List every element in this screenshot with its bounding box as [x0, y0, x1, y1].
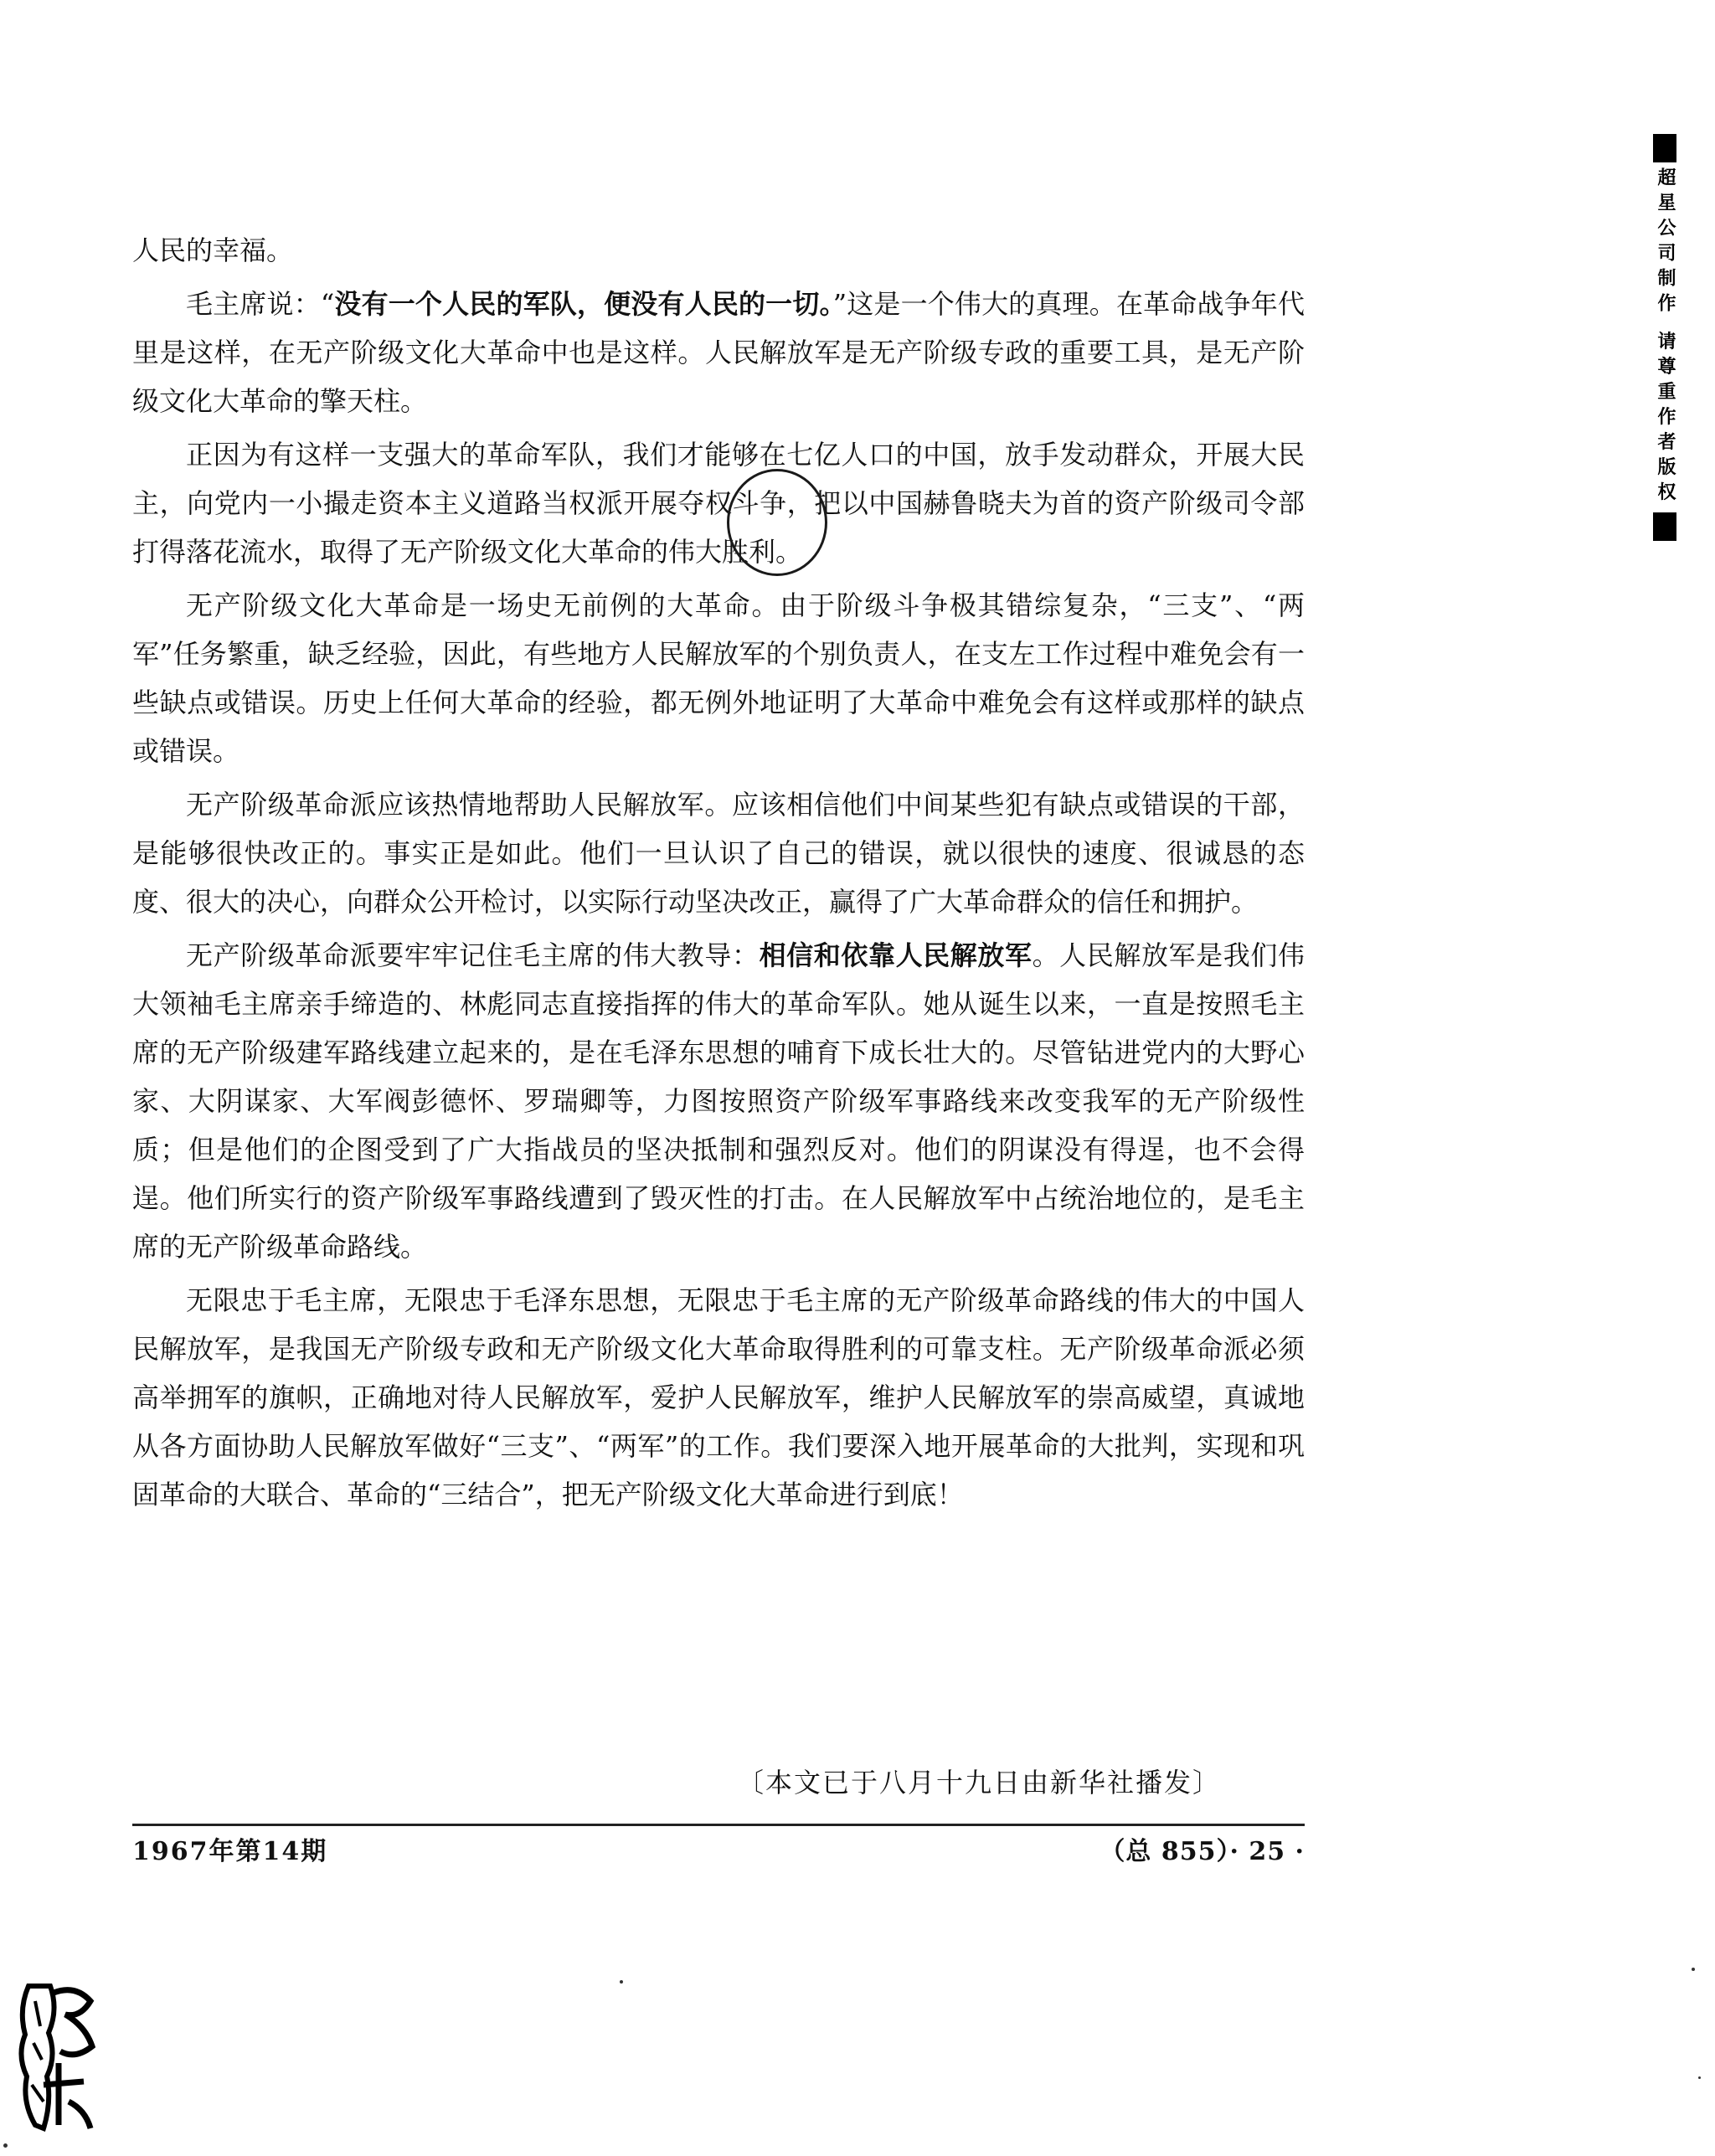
text-run: 无限忠于毛主席，无限忠于毛泽东思想，无限忠于毛主席的无产阶级革命路线的伟大的中国人民解放军，是我国无产阶级专政和无产阶级文化大革命取得胜利的可靠支柱。无产阶级革命派必须高举拥军的旗帜，正确地对待人民解放军，爱护人民解放军，维护人民解放军的崇高威望，真诚地从各方面协助人民解放军做好“三支”、“两军”的工作。我们要深入地开展革命的大批判，实现和巩固革命的大联合、革命的“三结合”，把无产阶级文化大革命进行到底！: [132, 1284, 1305, 1510]
article-body: [132, 226, 1305, 1524]
text-run: ”这是一个伟大的真理。在革命战争年代里是这样，在无产阶级文化大革命中也是这样。人民解放军是无产阶级专政的重要工具，是无产阶级文化大革命的擎天柱。: [132, 288, 1305, 417]
text-run: 无产阶级革命派应该热情地帮助人民解放军。应该相信他们中间某些犯有缺点或错误的干部，是能够很快改正的。事实正是如此。他们一旦认识了自己的错误，就以很快的速度、很诚恳的态度、很大的决心，向群众公开检讨，以实际行动坚决改正，赢得了广大革命群众的信任和拥护。: [132, 789, 1305, 918]
scan-speck: [620, 1980, 623, 1984]
paragraph: [132, 280, 1305, 425]
scan-speck: [1698, 2076, 1701, 2079]
watermark-bar-bottom: [1653, 512, 1676, 541]
paragraph: [132, 1276, 1305, 1519]
scan-speck: [3, 2143, 8, 2148]
page-number: （总 855）· 25 ·: [1100, 1837, 1305, 1866]
emphasis-quote: 相信和依靠人民解放军: [759, 939, 1033, 971]
issue-label: 1967年第14期: [132, 1837, 328, 1866]
ink-circle-mark: [727, 469, 827, 576]
watermark-text: 超星公司制作 请尊重作者版权: [1655, 167, 1676, 507]
footer-divider: [132, 1824, 1305, 1826]
text-run: 毛主席说：“: [186, 288, 335, 320]
text-run: 正因为有这样一支强大的革命军队，我们才能够在七亿人口的中国，放手发动群众，开展大民主，向党内一小撮走资本主义道路当权派开展夺权斗争，把以中国赫鲁晓夫为首的资产阶级司令部打得落花流水，取得了无产阶级文化大革命的伟大胜利。: [132, 439, 1305, 568]
text-run: 人民的幸福。: [132, 234, 294, 266]
paragraph: [132, 430, 1305, 576]
paragraph: [132, 581, 1305, 775]
paragraph: [132, 226, 1305, 275]
side-watermark: [1648, 134, 1682, 541]
watermark-bar-top: [1653, 134, 1676, 162]
emphasis-quote: 没有一个人民的军队，便没有人民的一切。: [334, 288, 833, 320]
text-run: 无产阶级文化大革命是一场史无前例的大革命。由于阶级斗争极其错综复杂，“三支”、“两军”任务繁重，缺乏经验，因此，有些地方人民解放军的个别负责人，在支左工作过程中难免会有一些缺点或错误。历史上任何大革命的经验，都无例外地证明了大革命中难免会有这样或那样的缺点或错误。: [132, 589, 1305, 767]
paragraph: [132, 780, 1305, 926]
seal-stamp-icon: [10, 1976, 102, 2135]
source-note: 〔本文已于八月十九日由新华社播发〕: [737, 1767, 1222, 1798]
text-run: 无产阶级革命派要牢牢记住毛主席的伟大教导：: [186, 939, 760, 971]
scan-speck: [1692, 1968, 1695, 1971]
text-run: 。人民解放军是我们伟大领袖毛主席亲手缔造的、林彪同志直接指挥的伟大的革命军队。她从诞生以来，一直是按照毛主席的无产阶级建军路线建立起来的，是在毛泽东思想的哺育下成长壮大的。尽管钻进党内的大野心家、大阴谋家、大军阀彭德怀、罗瑞卿等，力图按照资产阶级军事路线来改变我军的无产阶级性质；但是他们的企图受到了广大指战员的坚决抵制和强烈反对。他们的阴谋没有得逞，也不会得逞。他们所实行的资产阶级军事路线遭到了毁灭性的打击。在人民解放军中占统治地位的，是毛主席的无产阶级革命路线。: [132, 939, 1305, 1263]
paragraph: [132, 931, 1305, 1271]
